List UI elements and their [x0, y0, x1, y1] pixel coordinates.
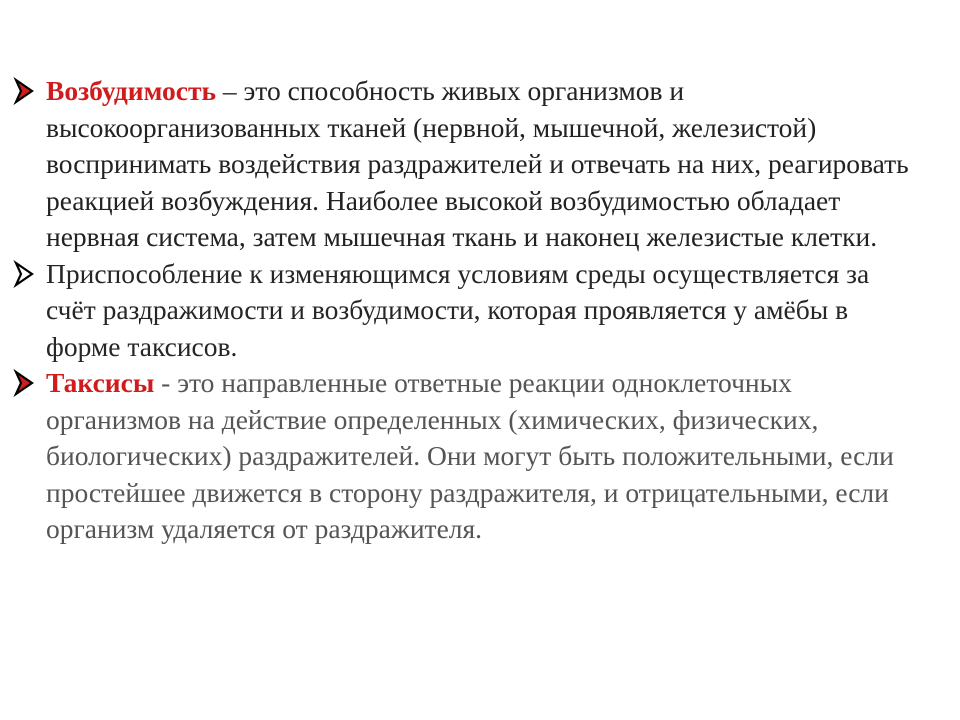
arrow-bullet-icon	[12, 365, 38, 401]
bullet-text: - это направленные ответные реакции одноклеточных организмов на действие определенных (химических, физических, биологических) раздражителей. Они могут быть положительными, если простейшее движется в сторону раздражителя, и отрицательными, если организм удаляется от раздражителя.	[46, 367, 894, 544]
bullet-list	[12, 73, 912, 548]
bullet-adaptation	[12, 256, 912, 366]
term-taxis: Таксисы	[46, 367, 155, 398]
arrow-bullet-icon	[12, 256, 38, 292]
term-excitability: Возбудимость	[46, 75, 216, 106]
arrow-bullet-icon	[12, 73, 38, 109]
bullet-text: – это способность живых организмов и высокоорганизованных тканей (нервной, мышечной, железистой) воспринимать воздействия раздражителей и отвечать на них, реагировать реакцией возбуждения. Наиболее высокой возбудимостью обладает нервная система, затем мышечная ткань и наконец железистые клетки.	[46, 75, 909, 252]
bullet-text: Приспособление к изменяющимся условиям среды осуществляется за счёт раздражимости и возбудимости, которая проявляется у амёбы в форме таксисов.	[46, 257, 870, 362]
bullet-taxis	[12, 365, 912, 548]
bullet-excitability	[12, 73, 912, 256]
